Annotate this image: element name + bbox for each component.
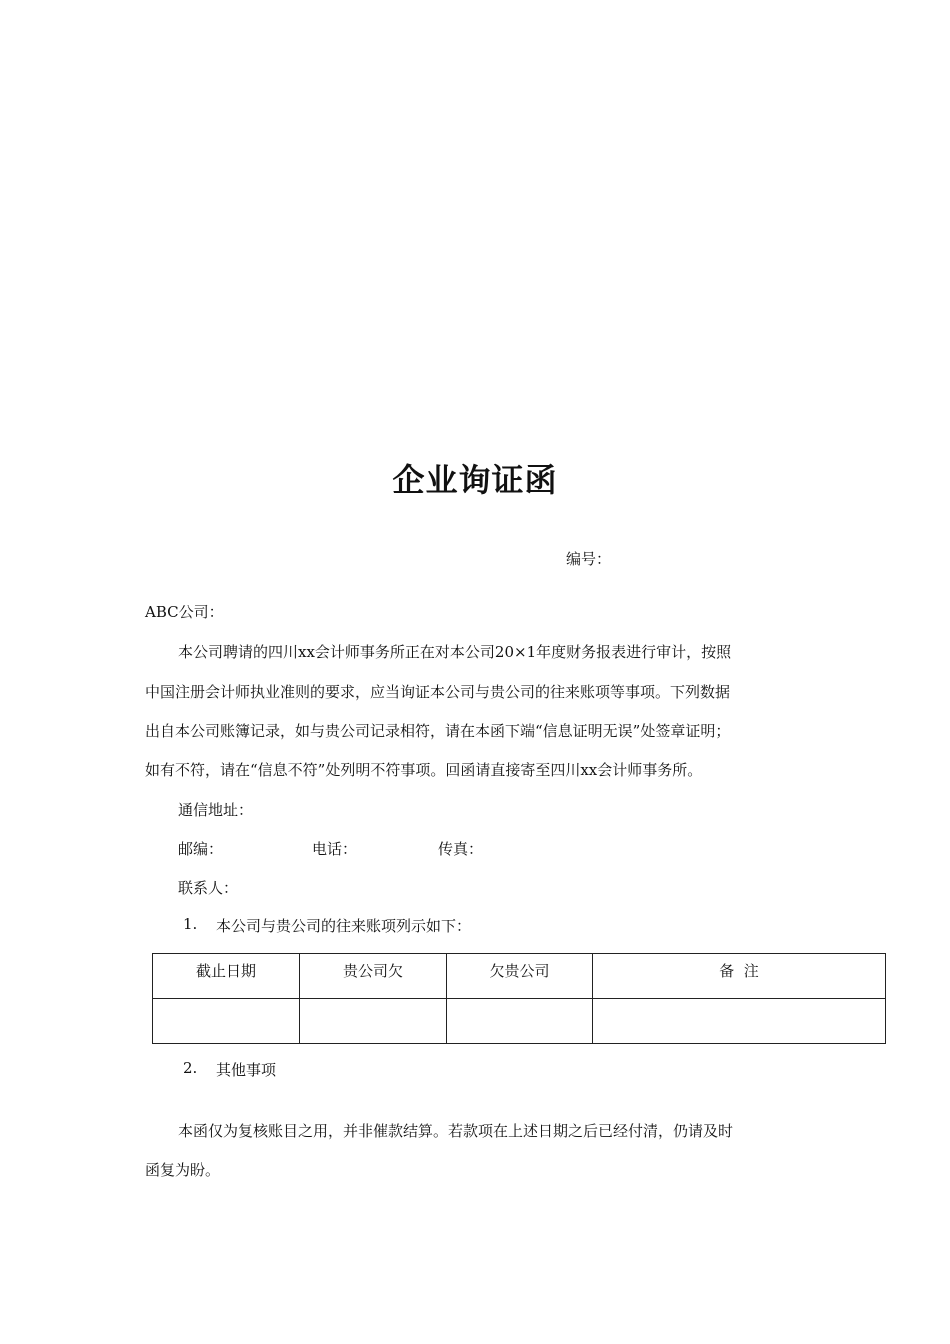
body-line: 中国注册会计师执业准则的要求，应当询证本公司与贵公司的往来账项等事项。下列数据: [145, 683, 731, 701]
contact-person-label: 联系人：: [178, 879, 239, 897]
fax-label: 传真：: [438, 840, 484, 858]
cell-owed-by-you: [300, 999, 447, 1044]
body-line: 如有不符，请在“信息不符”处列明不符事项。回函请直接寄至四川xx会计师事务所。: [145, 761, 703, 779]
document-title: 企业询证函: [392, 461, 558, 499]
phone-label: 电话：: [312, 840, 358, 858]
item-2-number: 2.: [183, 1059, 198, 1077]
cell-cutoff-date: [153, 999, 300, 1044]
header-owed-to-you: 欠贵公司: [447, 954, 593, 999]
accounts-table: [152, 953, 886, 1044]
recipient: ABC公司：: [145, 603, 224, 621]
header-remarks: 备 注: [593, 954, 886, 999]
item-1-number: 1.: [183, 915, 198, 933]
table-header-row: [153, 954, 886, 999]
cell-owed-to-you: [447, 999, 593, 1044]
number-label: 编号：: [566, 550, 612, 568]
postcode-label: 邮编：: [178, 840, 224, 858]
body-line: 出自本公司账簿记录，如与贵公司记录相符，请在本函下端“信息证明无误”处签章证明；: [145, 722, 731, 740]
item-2-text: 其他事项: [216, 1061, 277, 1079]
closing-line: 函复为盼。: [145, 1161, 221, 1179]
table-row: [153, 999, 886, 1044]
cell-remarks: [593, 999, 886, 1044]
item-1-text: 本公司与贵公司的往来账项列示如下：: [216, 917, 472, 935]
body-line: 本公司聘请的四川xx会计师事务所正在对本公司20×1年度财务报表进行审计，按照: [178, 643, 732, 661]
address-label: 通信地址：: [178, 801, 254, 819]
header-cutoff-date: 截止日期: [153, 954, 300, 999]
closing-line: 本函仅为复核账目之用，并非催款结算。若款项在上述日期之后已经付清，仍请及时: [178, 1122, 734, 1140]
header-owed-by-you: 贵公司欠: [300, 954, 447, 999]
